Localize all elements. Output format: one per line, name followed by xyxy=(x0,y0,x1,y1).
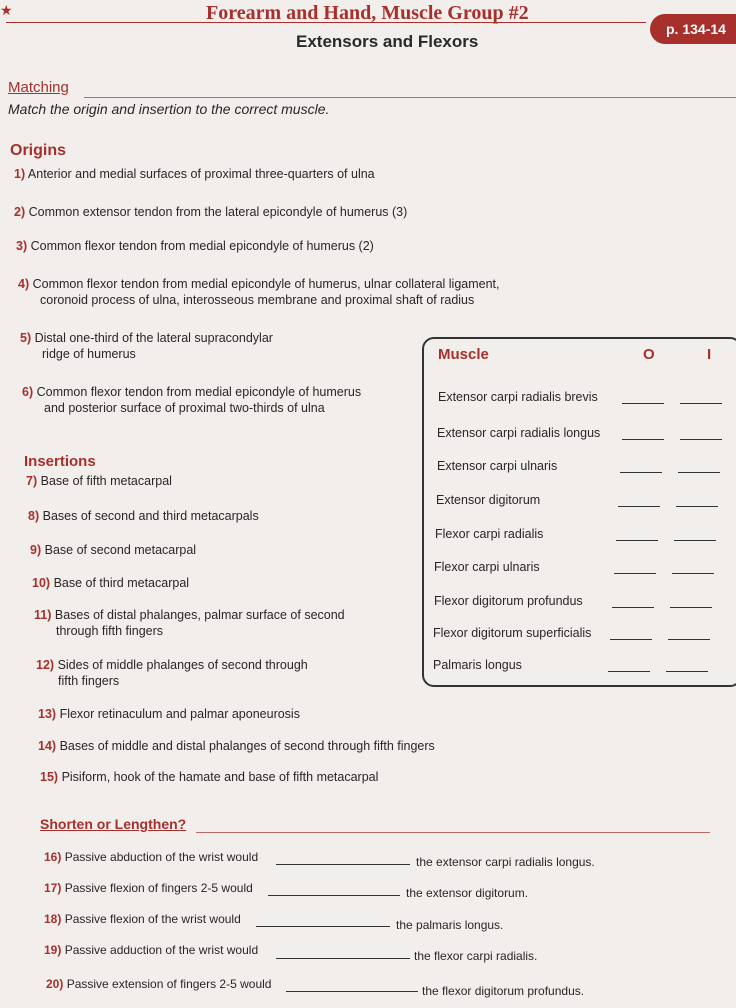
insertion-answer-blank[interactable] xyxy=(680,403,722,404)
muscle-name: Flexor carpi ulnaris xyxy=(434,560,540,574)
matching-heading: Matching xyxy=(8,79,69,96)
shorten-item-tail: the extensor carpi radialis longus. xyxy=(416,855,595,869)
insertion-item: 8) Bases of second and third metacarpals xyxy=(28,509,259,523)
muscle-name: Flexor digitorum profundus xyxy=(434,594,583,608)
matching-instruction: Match the origin and insertion to the correct muscle. xyxy=(8,101,330,117)
shorten-item: 17) Passive flexion of fingers 2-5 would xyxy=(44,881,253,895)
shorten-answer-blank[interactable] xyxy=(286,991,418,992)
origin-answer-blank[interactable] xyxy=(608,671,650,672)
muscle-name: Extensor carpi ulnaris xyxy=(437,459,558,473)
insertion-item: 9) Base of second metacarpal xyxy=(30,543,197,557)
muscle-column-header: Muscle xyxy=(438,346,489,363)
insertion-item: 14) Bases of middle and distal phalanges of second through fifth fingers xyxy=(38,739,435,753)
page-title: Forearm and Hand, Muscle Group #2 xyxy=(206,2,529,24)
origin-answer-blank[interactable] xyxy=(612,607,654,608)
origin-answer-blank[interactable] xyxy=(610,639,652,640)
origin-item: 1) Anterior and medial surfaces of proximal three-quarters of ulna xyxy=(14,167,375,181)
shorten-item-tail: the palmaris longus. xyxy=(396,918,504,932)
origin-item: 4) Common flexor tendon from medial epicondyle of humerus, ulnar collateral ligament, coronoid process of ulna, interosseous membrane and proximal shaft of radius xyxy=(18,277,500,307)
insertion-column-header: I xyxy=(707,346,712,363)
insertions-heading: Insertions xyxy=(24,453,96,470)
insertion-answer-blank[interactable] xyxy=(676,506,718,507)
origins-heading: Origins xyxy=(10,142,67,159)
origin-column-header: O xyxy=(643,346,655,363)
shorten-answer-blank[interactable] xyxy=(276,864,410,865)
origin-item: 5) Distal one-third of the lateral supracondylar ridge of humerus xyxy=(20,331,273,361)
insertion-item: 15) Pisiform, hook of the hamate and base of fifth metacarpal xyxy=(40,770,379,784)
origin-item: 6) Common flexor tendon from medial epicondyle of humerus and posterior surface of proximal two-thirds of ulna xyxy=(22,385,362,415)
insertion-item: 11) Bases of distal phalanges, palmar surface of second through fifth fingers xyxy=(34,608,345,638)
insertion-item: 10) Base of third metacarpal xyxy=(32,576,190,590)
origin-answer-blank[interactable] xyxy=(618,506,660,507)
shorten-item-tail: the extensor digitorum. xyxy=(406,886,529,900)
shorten-item: 19) Passive adduction of the wrist would xyxy=(44,943,259,957)
shorten-answer-blank[interactable] xyxy=(268,895,400,896)
shorten-item-tail: the flexor digitorum profundus. xyxy=(422,984,585,998)
insertion-answer-blank[interactable] xyxy=(668,639,710,640)
muscle-name: Flexor carpi radialis xyxy=(435,527,544,541)
origin-answer-blank[interactable] xyxy=(616,540,658,541)
shorten-item: 18) Passive flexion of the wrist would xyxy=(44,912,241,926)
insertion-item: 7) Base of fifth metacarpal xyxy=(26,474,172,488)
muscle-name: Extensor carpi radialis brevis xyxy=(438,390,598,404)
shorten-answer-blank[interactable] xyxy=(256,926,390,927)
muscle-name: Extensor digitorum xyxy=(436,493,541,507)
matching-rule xyxy=(84,97,736,98)
insertion-item: 12) Sides of middle phalanges of second through fifth fingers xyxy=(36,658,308,688)
origin-item: 2) Common extensor tendon from the lateral epicondyle of humerus (3) xyxy=(14,205,408,219)
shorten-rule xyxy=(196,832,710,833)
insertion-answer-blank[interactable] xyxy=(680,439,722,440)
insertion-item: 13) Flexor retinaculum and palmar aponeurosis xyxy=(38,707,300,721)
corner-star-icon: ★ xyxy=(0,2,13,18)
insertion-answer-blank[interactable] xyxy=(674,540,716,541)
insertion-answer-blank[interactable] xyxy=(670,607,712,608)
page-reference-badge: p. 134-14 xyxy=(650,14,736,44)
muscle-name: Flexor digitorum superficialis xyxy=(433,626,592,640)
insertion-answer-blank[interactable] xyxy=(672,573,714,574)
shorten-answer-blank[interactable] xyxy=(276,958,410,959)
shorten-item-tail: the flexor carpi radialis. xyxy=(414,949,538,963)
shorten-heading: Shorten or Lengthen? xyxy=(40,816,187,832)
origin-answer-blank[interactable] xyxy=(622,403,664,404)
shorten-item: 20) Passive extension of fingers 2-5 would xyxy=(46,977,272,991)
origin-answer-blank[interactable] xyxy=(620,472,662,473)
insertion-answer-blank[interactable] xyxy=(666,671,708,672)
page-subtitle: Extensors and Flexors xyxy=(296,32,479,51)
origin-answer-blank[interactable] xyxy=(622,439,664,440)
origin-answer-blank[interactable] xyxy=(614,573,656,574)
origin-item: 3) Common flexor tendon from medial epicondyle of humerus (2) xyxy=(16,239,374,253)
shorten-item: 16) Passive abduction of the wrist would xyxy=(44,850,259,864)
insertion-answer-blank[interactable] xyxy=(678,472,720,473)
muscle-name: Palmaris longus xyxy=(433,658,522,672)
muscle-name: Extensor carpi radialis longus xyxy=(437,426,601,440)
